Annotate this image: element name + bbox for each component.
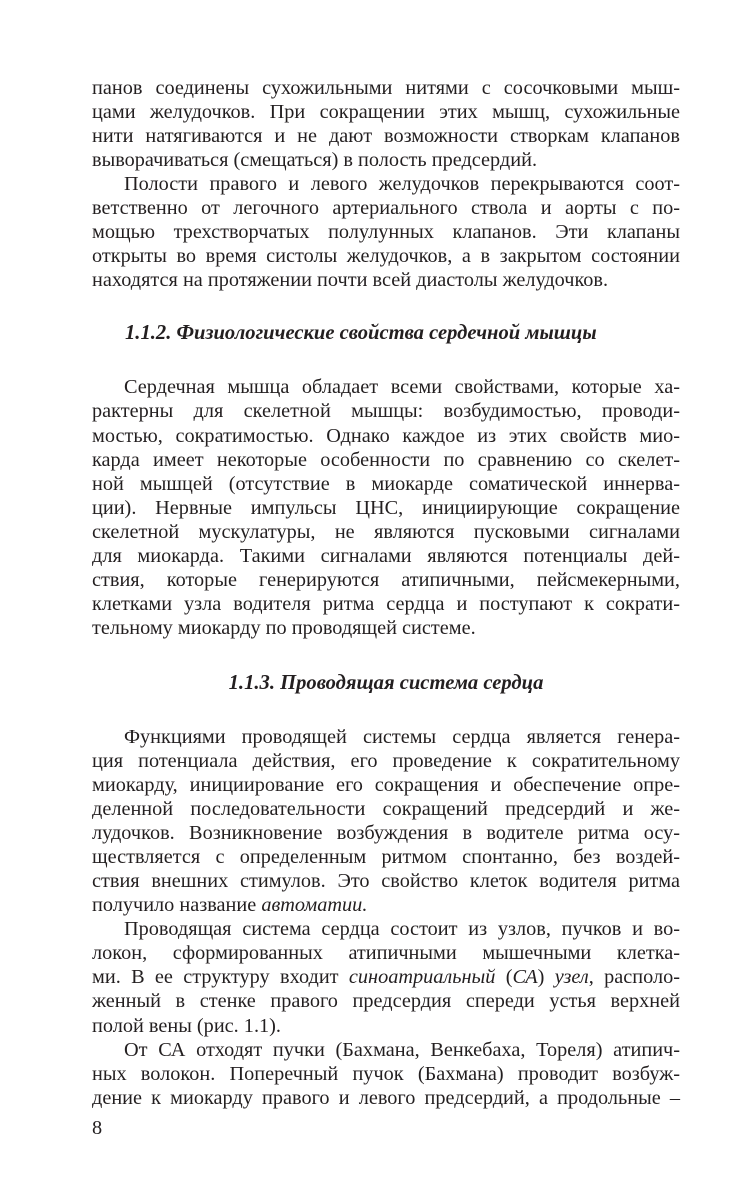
text-line: цами желудочков. При сокращении этих мышц, сухожильные [92,101,680,124]
text-line: нити натягиваются и не дают возможности створкам клапанов [92,125,680,148]
page-body [92,76,680,1110]
paragraph-conduction-functions [92,725,680,917]
text-line: панов соединены сухожильными нитями с сосочковыми мыш- [92,77,680,99]
text-line: карда имеет некоторые особенности по сравнению со скелет- [92,448,680,471]
text-line: ствия, которые генерируются атипичными, пейсмекерными, [92,568,680,591]
text-fragment: ми. В ее структуру входит [92,966,349,989]
text-line [92,893,680,917]
text-line: для миокарда. Такими сигналами являются потенциалы дей- [92,544,680,567]
text-line: выворачиваться (смещаться) в полость предсердий. [92,149,538,172]
text-line: Функциями проводящей системы сердца является генера- [124,725,680,748]
text-line: находятся на протяжении почти всей диастолы желудочков. [92,269,609,292]
paragraph-heart-muscle-properties [92,375,680,640]
section-heading-1-1-3: 1.1.3. Проводящая система сердца [228,671,544,694]
text-line: полой вены (рис. 1.1). [92,1014,281,1037]
text-line: Проводящая система сердца состоит из узлов, пучков и во- [124,918,680,941]
paragraph-bundles [92,1038,680,1110]
text-line: рактерны для скелетной мышцы: возбудимостью, проводи- [92,400,680,423]
text-line: Полости правого и левого желудочков перекрываются соот- [124,173,680,196]
section-heading-1-1-2: 1.1.2. Физиологические свойства сердечной мышцы [125,322,597,345]
paragraph-valves [92,76,680,172]
text-line: От СА отходят пучки (Бахмана, Венкебаха, Тореля) атипич- [124,1038,680,1061]
text-line: мощью трехстворчатых полулунных клапанов. Эти клапаны [92,221,680,244]
text-line: деленной последовательности сокращений предсердий и же- [92,798,680,821]
text-line: Сердечная мышца обладает всеми свойствами, которые ха- [124,376,680,399]
text-line [92,965,680,989]
text-line: клетками узла водителя ритма сердца и поступают к сократи- [92,592,680,615]
text-line: ветственно от легочного артериального ствола и аорты с по- [92,197,680,220]
text-fragment: получило название [92,894,262,917]
text-line: тельному миокарду по проводящей системе. [92,616,476,639]
text-fragment: ) [537,966,555,989]
text-line: дение к миокарду правого и левого предсердий, а продольные – [92,1086,680,1109]
page-number: 8 [92,1117,103,1139]
text-line: ной мышцей (отсутствие в миокарде соматической иннерва- [92,472,680,495]
text-line: скелетной мускулатуры, не являются пусковыми сигналами [92,520,680,543]
text-line: мостью, сократимостью. Однако каждое из этих свойств мио- [92,424,680,447]
term-sa: СА [512,966,538,989]
term-node: узел [554,966,589,989]
text-line: ция потенциала действия, его проведение к сократительному [92,749,680,772]
text-line: открыты во время систолы желудочков, а в закрытом состоянии [92,245,680,268]
paragraph-conduction-structure [92,917,680,1037]
term-automatism: автоматии. [261,894,368,917]
paragraph-ventricles [92,172,680,292]
text-line: лудочков. Возникновение возбуждения в водителе ритма осу- [92,822,680,845]
text-fragment: ( [495,966,513,989]
text-line: ных волокон. Поперечный пучок (Бахмана) проводит возбуж- [92,1062,680,1085]
text-line: ции). Нервные импульсы ЦНС, инициирующие сокращение [92,496,680,519]
term-sinoatrial: синоатриальный [348,966,496,989]
text-fragment: , располо- [588,966,681,989]
text-line: локон, сформированных атипичными мышечными клетка- [92,942,680,965]
text-line: женный в стенке правого предсердия спереди устья верхней [92,990,680,1013]
text-line: миокарду, инициирование его сокращения и обеспечение опре- [92,774,680,797]
text-line: ществляется с определенным ритмом спонтанно, без воздей- [92,846,680,869]
text-line: ствия внешних стимулов. Это свойство клеток водителя ритма [92,870,680,893]
